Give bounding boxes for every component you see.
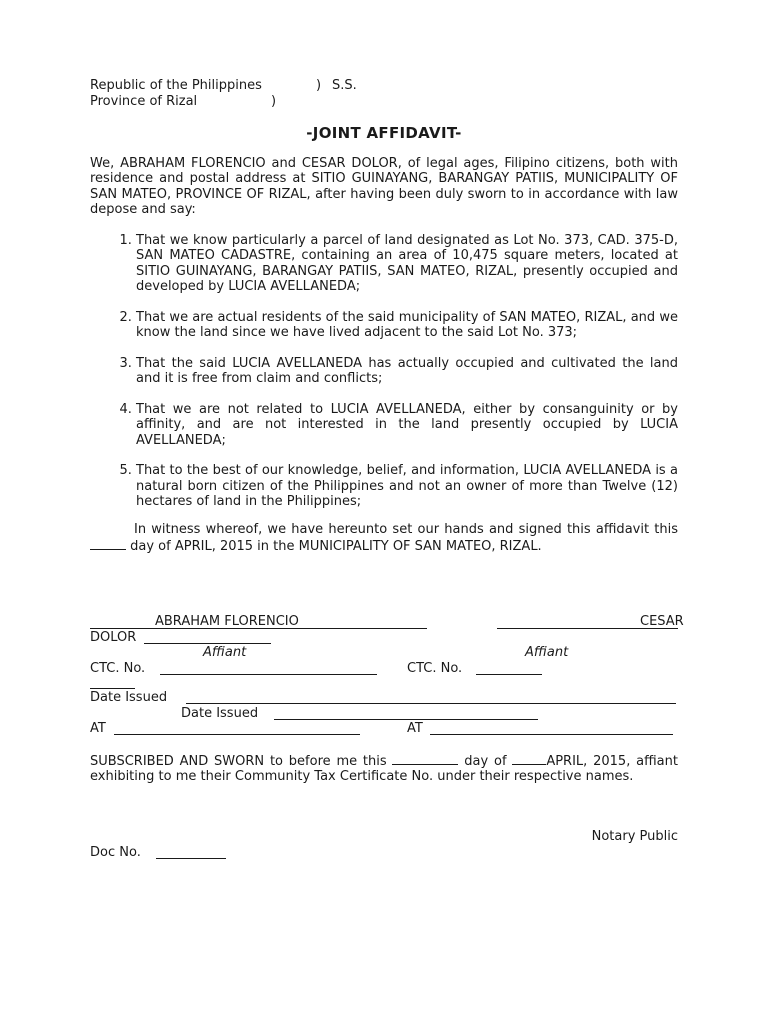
affiant2-name-part2: DOLOR [90,629,137,645]
affiant2-ctc-line[interactable] [476,662,542,675]
affiant1-date-issued-line[interactable] [186,691,676,704]
notary-block [90,829,678,869]
doc-no-label: Doc No. [90,844,141,860]
day-blank[interactable] [90,537,126,550]
statement-item-3: 3. That the said LUCIA AVELLANEDA has actually occupied and cultivated the land and it is free from claim and conflicts; [136,356,678,387]
affiant2-at-label: AT [407,720,423,736]
witness-text-2: day of APRIL, 2015 in the MUNICIPALITY OF SAN MATEO, RIZAL. [130,539,542,554]
affiant1-ctc-label: CTC. No. [90,660,146,676]
affiant2-label: Affiant [525,644,569,660]
statement-item-4: 4. That we are not related to LUCIA AVELLANEDA, either by consanguinity or by affinity, and are not interested in the land presently occupied by LUCIA AVELLANEDA; [136,402,678,449]
affiant2-name-part1: CESAR [640,613,684,629]
jurat-text-3: APRIL, 2015, affiant exhibiting to me their Community Tax Certificate No. under their respective names. [90,753,678,784]
statement-item-1: 1. That we know particularly a parcel of land designated as Lot No. 373, CAD. 375-D, SAN MATEO CADASTRE, containing an area of 10,475 square meters, located at SITIO GUINAYANG, BARANGAY PATIIS, SAN MATEO, RIZAL, presently occupied and developed by LUCIA AVELLANEDA; [136,233,678,295]
doc-no-line[interactable] [156,846,226,859]
jurat-text-1: SUBSCRIBED AND SWORN to before me this [90,753,387,769]
statement-item-5: 5. That to the best of our knowledge, belief, and information, LUCIA AVELLANEDA is a natural born citizen of the Philippines and not an owner of more than Twelve (12) hectares of land in the Philippines; [136,463,678,510]
statement-item-2: 2. That we are actual residents of the said municipality of SAN MATEO, RIZAL, and we know the land since we have lived adjacent to the said Lot No. 373; [136,310,678,341]
ss-text: S.S. [332,78,357,93]
province-text: Province of Rizal [90,94,198,109]
affiant2-date-issued-label: Date Issued [181,705,259,721]
witness-text-1: In witness whereof, we have hereunto set our hands and signed this affidavit this [134,521,678,537]
affidavit-document [90,78,684,869]
signature-block [90,613,684,756]
affiant2-date-issued-line[interactable] [274,707,538,720]
statement-list [90,233,678,510]
venue-paren-1: ) [316,78,322,93]
jurat-text-2: day of [464,753,507,769]
affiant1-at-line[interactable] [114,722,360,735]
document-title: -JOINT AFFIDAVIT- [306,124,462,142]
notary-public-label: Notary Public [591,828,678,844]
venue-block [90,78,678,110]
affiant1-label: Affiant [203,644,247,660]
affiant2-ctc-label: CTC. No. [407,660,463,676]
venue-paren-2: ) [271,94,277,109]
affiant2-ctc-line-continued[interactable] [90,676,135,689]
affiant1-ctc-line[interactable] [160,662,377,675]
affiant2-at-line[interactable] [430,722,673,735]
affiant1-at-label: AT [90,720,106,736]
affiant1-name: ABRAHAM FLORENCIO [155,613,299,629]
republic-text: Republic of the Philippines [90,78,262,93]
jurat-paragraph [90,752,678,785]
witness-paragraph [90,522,678,555]
affiant1-date-issued-label: Date Issued [90,689,168,705]
affiant2-name-line[interactable] [144,631,271,644]
intro-paragraph: We, ABRAHAM FLORENCIO and CESAR DOLOR, of legal ages, Filipino citizens, both with residence and postal address at SITIO GUINAYANG, BARANGAY PATIIS, MUNICIPALITY OF SAN MATEO, PROVINCE OF RIZAL, after having been duly sworn to in accordance with law depose and say: [90,155,678,217]
